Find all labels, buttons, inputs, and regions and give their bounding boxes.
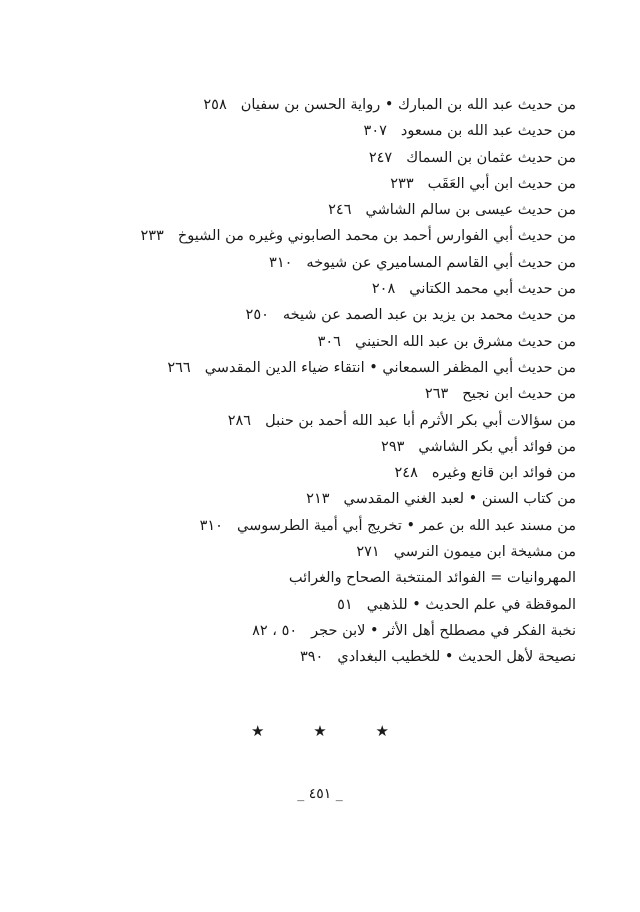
index-entry	[170, 302, 576, 328]
index-entry-title: من حديث مشرق بن عبد الله الحنيني	[354, 333, 576, 350]
index-entry-page-ref: ٥٠ ، ٨٢	[252, 622, 298, 639]
index-entry	[170, 460, 576, 486]
index-entry-title: الموقظة في علم الحديث • للذهبي	[366, 596, 576, 613]
index-entry-title: من فوائد أبي بكر الشاشي	[418, 438, 576, 455]
index-entry-page-ref: ٢٨٦	[227, 412, 252, 429]
index-entry-page-ref: ٢٥٠	[245, 307, 269, 324]
index-entry-title: من حديث أبي المظفر السمعاني • انتقاء ضياء الدين المقدسي	[204, 359, 576, 376]
index-entry-title: من حديث عبد الله بن المبارك • رواية الحسن بن سفيان	[240, 97, 576, 113]
index-entry-page-ref: ٢٦٣	[424, 386, 449, 403]
index-entry-title: من مسند عبد الله بن عمر • تخريج أبي أمية الطرسوسي	[236, 517, 576, 534]
index-entry-page-ref: ٢٤٧	[368, 149, 393, 166]
index-entry-page-ref: ٢٤٦	[328, 202, 352, 219]
index-entry-title: من مشيخة ابن ميمون النرسي	[393, 544, 576, 561]
index-entry-title: من حديث محمد بن يزيد بن عبد الصمد عن شيخه	[282, 307, 576, 324]
index-entry	[170, 565, 576, 591]
index-entry	[170, 486, 576, 512]
index-entry-page-ref: ٥١	[337, 596, 353, 613]
index-entry-page-ref: ٣٠٦	[317, 333, 341, 350]
index-entry-page-ref: ٣٠٧	[363, 123, 387, 140]
index-entry	[170, 381, 576, 407]
index-entry	[170, 250, 576, 276]
index-entry-title: من حديث عبد الله بن مسعود	[400, 123, 576, 140]
index-entry-title: من سؤالات أبي بكر الأثرم أبا عبد الله أحمد بن حنبل	[265, 412, 576, 429]
index-entry	[170, 118, 576, 144]
index-entry	[170, 513, 576, 539]
index-entry-page-ref: ٢٠٨	[371, 281, 396, 298]
index-entry	[170, 197, 576, 223]
index-entry-title: نخبة الفكر في مصطلح أهل الأثر • لابن حجر	[311, 622, 576, 639]
index-entries-list	[140, 92, 576, 671]
index-entry	[170, 276, 576, 302]
index-entry-title: نصيحة لأهل الحديث • للخطيب البغدادي	[337, 649, 576, 666]
index-entry-title: من حديث أبي القاسم المساميري عن شيوخه	[306, 254, 576, 271]
index-entry-page-ref: ٢٣٣	[390, 175, 414, 192]
index-entry	[170, 644, 576, 670]
index-entry-title: المهروانيات = الفوائد المنتخبة الصحاح والغرائب	[288, 570, 576, 587]
page-number: _ ٤٥١ _	[297, 786, 343, 802]
index-entry-page-ref: ٣٩٠	[299, 649, 324, 666]
index-entry	[170, 92, 576, 118]
index-entry-page-ref: ٣١٠	[199, 517, 223, 534]
index-entry-page-ref: ٣١٠	[269, 254, 293, 271]
index-entry	[170, 408, 576, 434]
index-entry-title: من حديث ابن أبي العَقَب	[427, 175, 576, 192]
index-entry-page-ref: ٢٧١	[356, 544, 380, 561]
index-entry-page-ref: ٢٣٣	[140, 228, 164, 245]
index-entry	[170, 145, 576, 171]
index-entry-title: من حديث أبي محمد الكتاني	[409, 281, 576, 298]
index-entry	[170, 171, 576, 197]
section-divider-stars: ★ ★ ★	[251, 722, 411, 740]
index-entry-page-ref: ٢٩٣	[381, 438, 405, 455]
index-entry-title: من حديث عيسى بن سالم الشاشي	[365, 202, 576, 219]
index-entry-title: من فوائد ابن قانع وغيره	[431, 465, 576, 482]
index-entry-page-ref: ٢٤٨	[394, 465, 418, 482]
index-entry-title: من كتاب السنن • لعبد الغني المقدسي	[343, 491, 576, 508]
index-entry-title: من حديث أبي الفوارس أحمد بن محمد الصابوني وغيره من الشيوخ	[177, 228, 576, 245]
index-entry-page-ref: ٢١٣	[306, 491, 330, 508]
index-entry	[170, 539, 576, 565]
index-entry-page-ref: ٢٦٦	[167, 359, 191, 376]
index-entry-title: من حديث عثمان بن السماك	[406, 149, 576, 166]
index-entry	[167, 355, 576, 381]
index-entry	[140, 223, 576, 249]
index-entry	[170, 329, 576, 355]
index-entry	[170, 618, 576, 644]
index-entry-title: من حديث ابن نجيح	[462, 386, 576, 403]
index-entry-page-ref: ٢٥٨	[203, 97, 227, 113]
index-entry	[170, 592, 576, 618]
index-entry	[170, 434, 576, 460]
